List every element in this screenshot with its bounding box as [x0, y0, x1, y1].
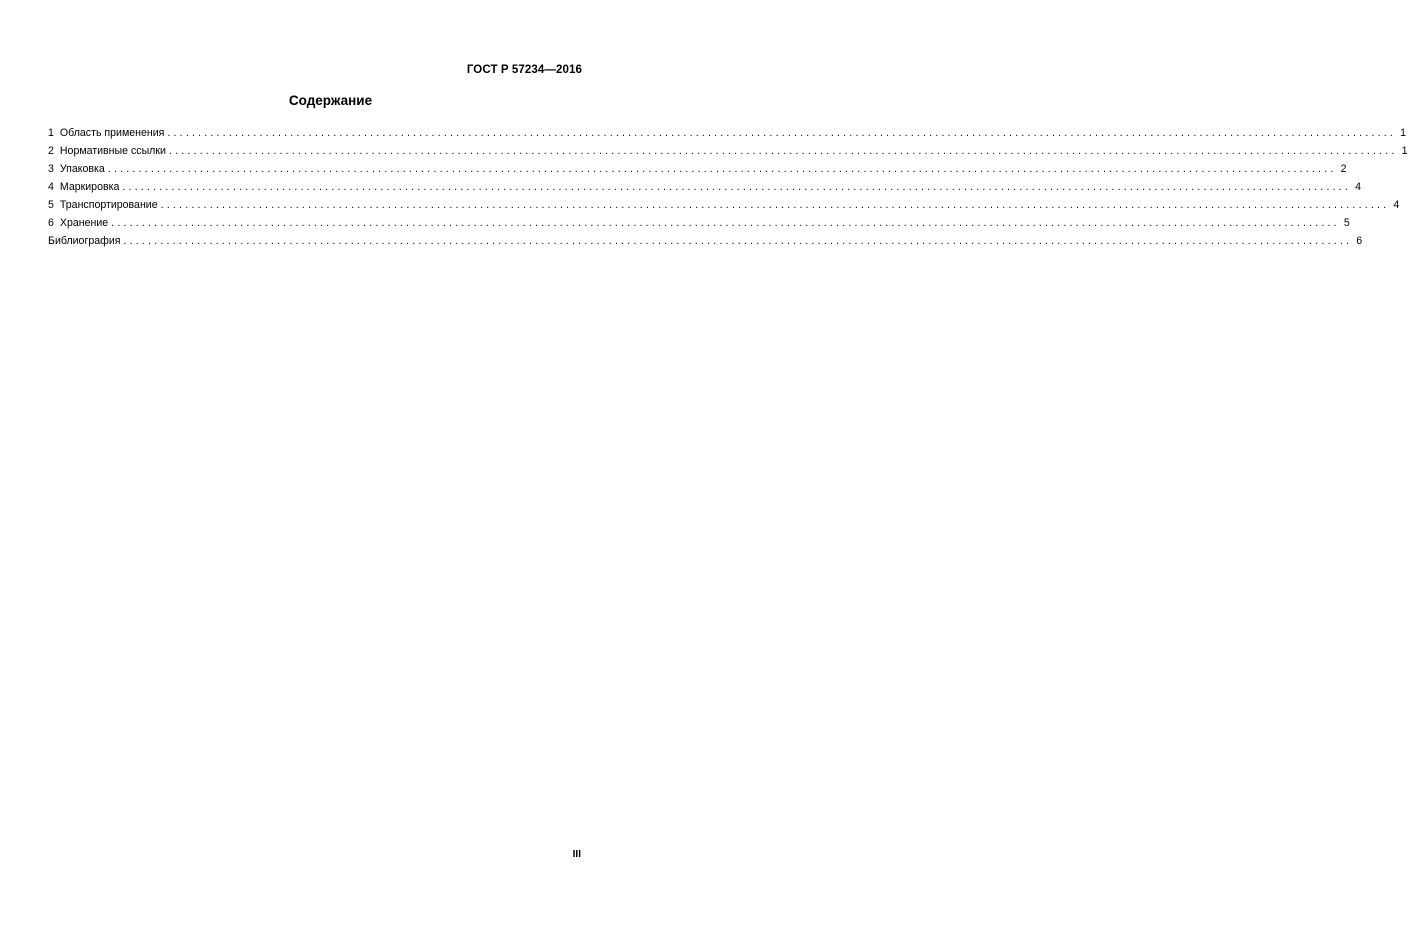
toc-entry-page: 1: [1401, 145, 1408, 157]
toc-entry-title: Упаковка: [59, 163, 105, 175]
toc-entry-title: Нормативные ссылки: [59, 145, 166, 157]
toc-entry-title: Транспортирование: [59, 199, 158, 211]
toc-dot-leader: ........................................................................................................................................................................................................: [107, 163, 1337, 175]
toc-entry-title: Библиография: [48, 235, 121, 247]
toc-entry-scope[interactable]: [48, 124, 1407, 142]
toc-entry-page: 4: [1393, 199, 1400, 211]
toc-entry-bibliography[interactable]: [48, 232, 1363, 250]
toc-entry-number: 4: [48, 181, 54, 193]
toc-entry-storage[interactable]: [48, 214, 1350, 232]
toc-entry-packaging[interactable]: [48, 160, 1347, 178]
toc-entry-page: 4: [1355, 181, 1362, 193]
toc-entry-normative-references[interactable]: [48, 142, 1408, 160]
toc-dot-leader: ........................................................................................................................................................................................................: [168, 145, 1398, 157]
toc-entry-number: 1: [48, 127, 54, 139]
toc-title: Содержание: [288, 93, 373, 108]
toc-dot-leader: ........................................................................................................................................................................................................: [123, 235, 1353, 247]
toc-entry-page: 6: [1356, 235, 1363, 247]
toc-entry-page: 2: [1340, 163, 1347, 175]
toc-dot-leader: ........................................................................................................................................................................................................: [167, 127, 1397, 139]
document-code: ГОСТ Р 57234—2016: [466, 64, 582, 76]
toc-dot-leader: ........................................................................................................................................................................................................: [160, 199, 1390, 211]
toc-entry-marking[interactable]: [48, 178, 1362, 196]
toc-entry-page: 1: [1400, 127, 1407, 139]
toc-entry-number: 3: [48, 163, 54, 175]
table-of-contents: [48, 124, 1408, 250]
toc-entry-title: Хранение: [59, 217, 109, 229]
page-number: III: [572, 849, 581, 860]
toc-entry-page: 5: [1343, 217, 1350, 229]
toc-dot-leader: ........................................................................................................................................................................................................: [111, 217, 1340, 229]
toc-entry-number: 5: [48, 199, 54, 211]
toc-entry-number: 6: [48, 217, 54, 229]
toc-dot-leader: ........................................................................................................................................................................................................: [122, 181, 1352, 193]
toc-entry-title: Маркировка: [59, 181, 120, 193]
toc-entry-title: Область применения: [59, 127, 165, 139]
toc-entry-transportation[interactable]: [48, 196, 1400, 214]
toc-entry-number: 2: [48, 145, 54, 157]
